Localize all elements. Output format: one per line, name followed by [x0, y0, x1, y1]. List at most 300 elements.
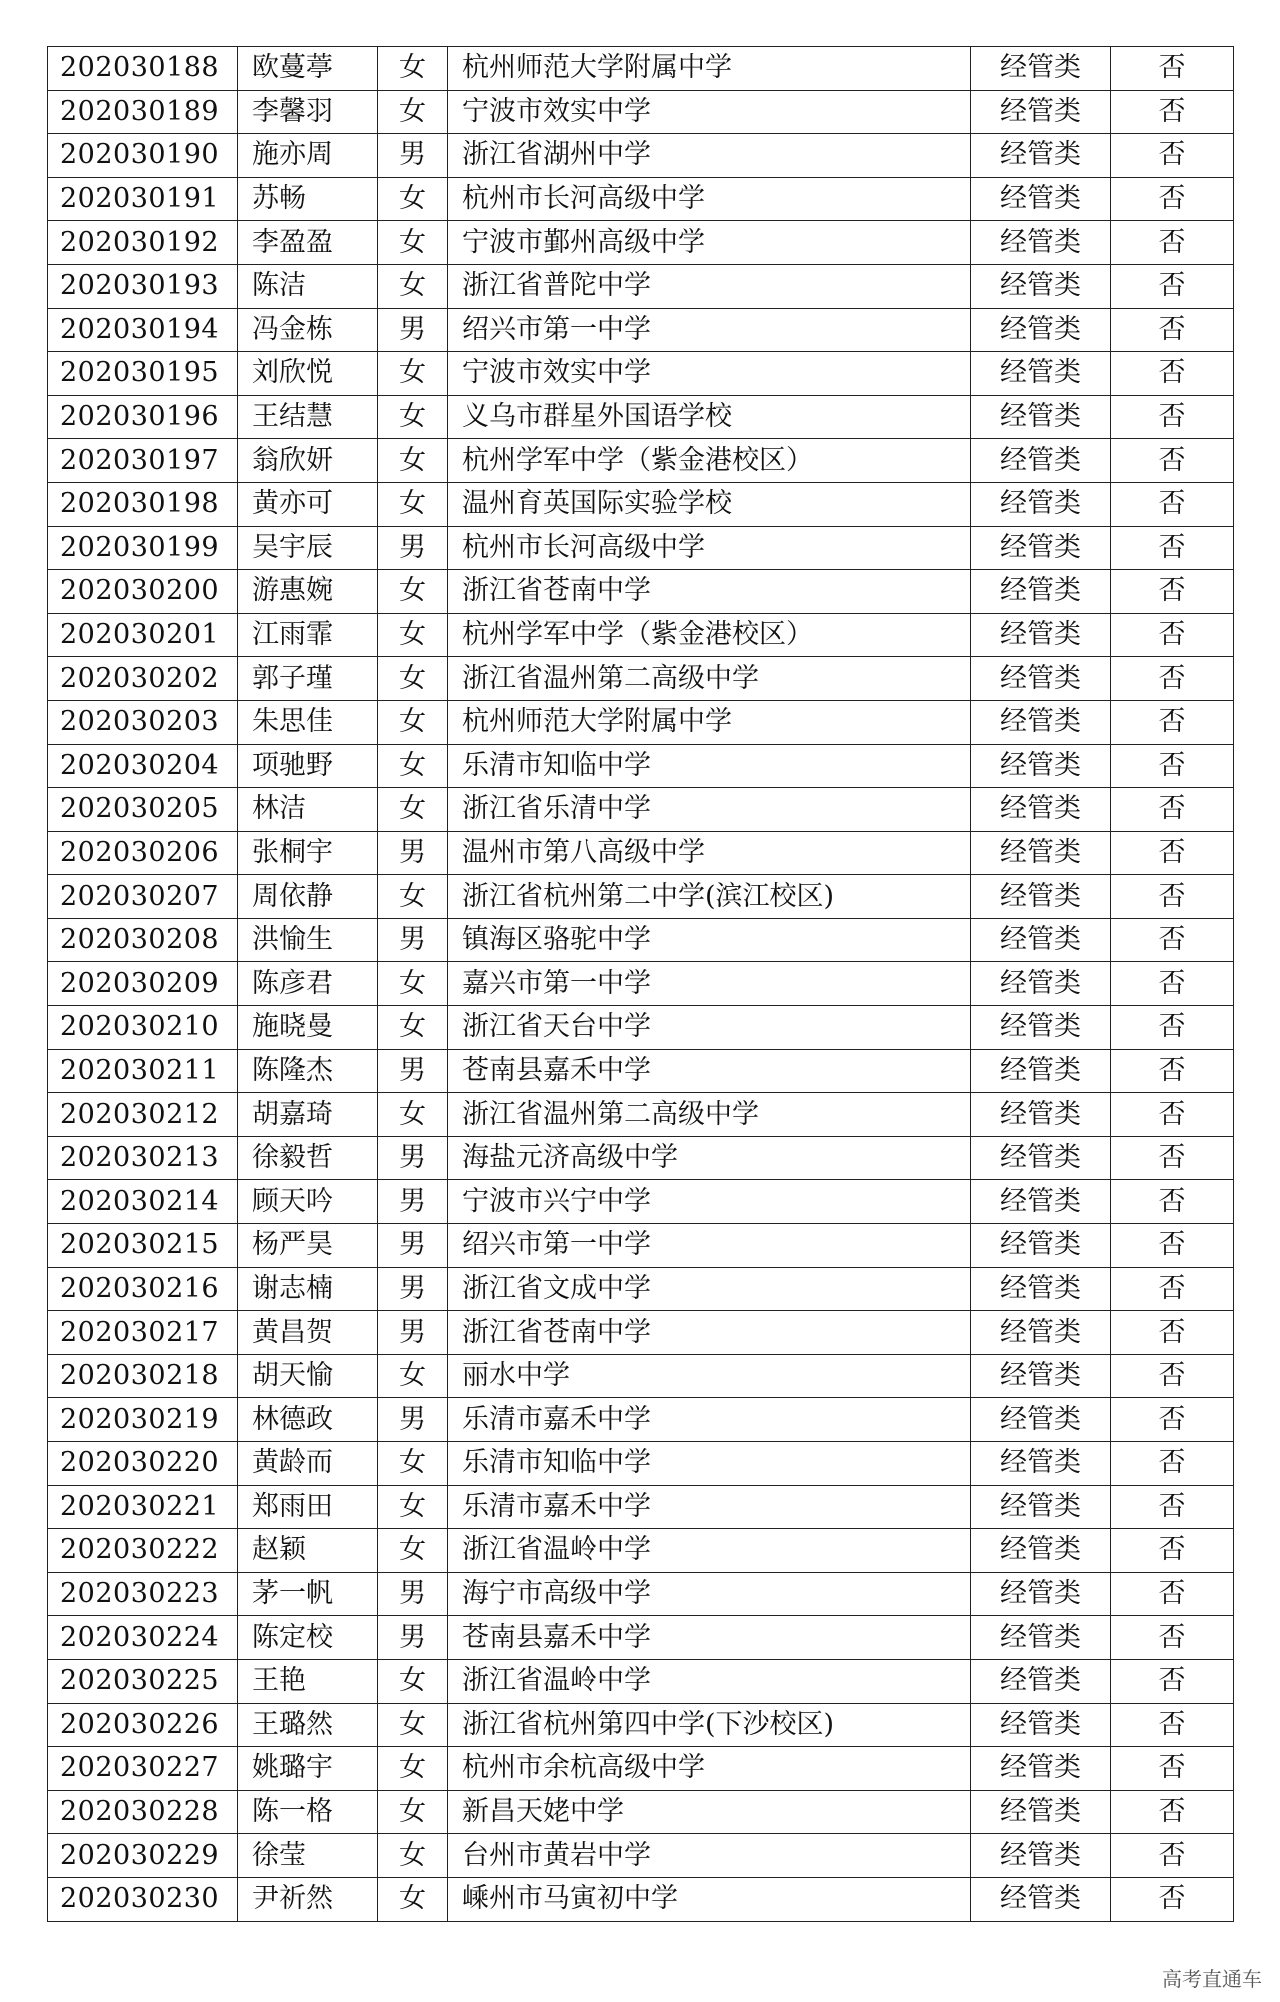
student-name-cell: 翁欣妍	[238, 439, 378, 483]
category-cell: 经管类	[971, 1442, 1111, 1486]
student-name-cell: 赵颖	[238, 1529, 378, 1573]
gender-cell: 女	[378, 1877, 448, 1921]
flag-cell: 否	[1111, 1442, 1234, 1486]
student-name-cell: 陈隆杰	[238, 1049, 378, 1093]
flag-cell: 否	[1111, 700, 1234, 744]
category-cell: 经管类	[971, 875, 1111, 919]
student-name-cell: 杨严昊	[238, 1224, 378, 1268]
table-row	[48, 352, 1234, 396]
category-cell: 经管类	[971, 1311, 1111, 1355]
table-row	[48, 177, 1234, 221]
gender-cell: 男	[378, 308, 448, 352]
school-cell: 台州市黄岩中学	[448, 1834, 971, 1878]
category-cell: 经管类	[971, 962, 1111, 1006]
table-row	[48, 1747, 1234, 1791]
category-cell: 经管类	[971, 1790, 1111, 1834]
student-id-cell: 202030200	[48, 570, 238, 614]
category-cell: 经管类	[971, 1616, 1111, 1660]
student-id-cell: 202030223	[48, 1572, 238, 1616]
school-cell: 杭州学军中学（紫金港校区）	[448, 613, 971, 657]
school-cell: 海宁市高级中学	[448, 1572, 971, 1616]
student-name-cell: 吴宇辰	[238, 526, 378, 570]
gender-cell: 女	[378, 482, 448, 526]
student-name-cell: 游惠婉	[238, 570, 378, 614]
student-id-cell: 202030212	[48, 1093, 238, 1137]
table-row	[48, 788, 1234, 832]
gender-cell: 男	[378, 1049, 448, 1093]
gender-cell: 女	[378, 221, 448, 265]
category-cell: 经管类	[971, 788, 1111, 832]
student-id-cell: 202030215	[48, 1224, 238, 1268]
student-id-cell: 202030199	[48, 526, 238, 570]
category-cell: 经管类	[971, 47, 1111, 91]
gender-cell: 女	[378, 1006, 448, 1050]
table-row	[48, 1136, 1234, 1180]
table-row	[48, 700, 1234, 744]
category-cell: 经管类	[971, 1485, 1111, 1529]
flag-cell: 否	[1111, 1747, 1234, 1791]
flag-cell: 否	[1111, 1267, 1234, 1311]
student-name-cell: 胡天愉	[238, 1354, 378, 1398]
flag-cell: 否	[1111, 264, 1234, 308]
student-id-cell: 202030197	[48, 439, 238, 483]
table-row	[48, 1834, 1234, 1878]
school-cell: 新昌天姥中学	[448, 1790, 971, 1834]
category-cell: 经管类	[971, 308, 1111, 352]
category-cell: 经管类	[971, 1747, 1111, 1791]
gender-cell: 女	[378, 700, 448, 744]
school-cell: 嘉兴市第一中学	[448, 962, 971, 1006]
school-cell: 绍兴市第一中学	[448, 1224, 971, 1268]
flag-cell: 否	[1111, 352, 1234, 396]
category-cell: 经管类	[971, 1180, 1111, 1224]
gender-cell: 男	[378, 1398, 448, 1442]
flag-cell: 否	[1111, 482, 1234, 526]
student-name-cell: 黄亦可	[238, 482, 378, 526]
flag-cell: 否	[1111, 1093, 1234, 1137]
student-name-cell: 尹祈然	[238, 1877, 378, 1921]
gender-cell: 女	[378, 177, 448, 221]
flag-cell: 否	[1111, 1572, 1234, 1616]
table-row	[48, 1529, 1234, 1573]
student-id-cell: 202030211	[48, 1049, 238, 1093]
category-cell: 经管类	[971, 221, 1111, 265]
table-row	[48, 1485, 1234, 1529]
student-name-cell: 刘欣悦	[238, 352, 378, 396]
flag-cell: 否	[1111, 1529, 1234, 1573]
student-id-cell: 202030220	[48, 1442, 238, 1486]
student-name-cell: 陈一格	[238, 1790, 378, 1834]
category-cell: 经管类	[971, 1398, 1111, 1442]
table-row	[48, 1790, 1234, 1834]
category-cell: 经管类	[971, 1093, 1111, 1137]
school-cell: 乐清市知临中学	[448, 744, 971, 788]
student-name-cell: 王结慧	[238, 395, 378, 439]
student-name-cell: 陈洁	[238, 264, 378, 308]
table-row	[48, 1877, 1234, 1921]
school-cell: 浙江省杭州第二中学(滨江校区)	[448, 875, 971, 919]
gender-cell: 女	[378, 1442, 448, 1486]
category-cell: 经管类	[971, 1659, 1111, 1703]
category-cell: 经管类	[971, 90, 1111, 134]
category-cell: 经管类	[971, 439, 1111, 483]
student-name-cell: 项驰野	[238, 744, 378, 788]
student-id-cell: 202030192	[48, 221, 238, 265]
table-row	[48, 526, 1234, 570]
school-cell: 浙江省苍南中学	[448, 1311, 971, 1355]
category-cell: 经管类	[971, 700, 1111, 744]
table-row	[48, 1006, 1234, 1050]
student-id-cell: 202030217	[48, 1311, 238, 1355]
gender-cell: 女	[378, 1093, 448, 1137]
category-cell: 经管类	[971, 1354, 1111, 1398]
gender-cell: 女	[378, 657, 448, 701]
student-id-cell: 202030228	[48, 1790, 238, 1834]
category-cell: 经管类	[971, 570, 1111, 614]
table-body	[48, 47, 1234, 1922]
student-id-cell: 202030216	[48, 1267, 238, 1311]
school-cell: 宁波市鄞州高级中学	[448, 221, 971, 265]
flag-cell: 否	[1111, 1790, 1234, 1834]
student-id-cell: 202030225	[48, 1659, 238, 1703]
flag-cell: 否	[1111, 1398, 1234, 1442]
school-cell: 浙江省杭州第四中学(下沙校区)	[448, 1703, 971, 1747]
student-id-cell: 202030188	[48, 47, 238, 91]
student-name-cell: 黄昌贺	[238, 1311, 378, 1355]
school-cell: 浙江省天台中学	[448, 1006, 971, 1050]
category-cell: 经管类	[971, 1529, 1111, 1573]
student-name-cell: 苏畅	[238, 177, 378, 221]
school-cell: 杭州学军中学（紫金港校区）	[448, 439, 971, 483]
student-name-cell: 林洁	[238, 788, 378, 832]
student-name-cell: 洪愉生	[238, 918, 378, 962]
category-cell: 经管类	[971, 352, 1111, 396]
flag-cell: 否	[1111, 875, 1234, 919]
admission-list-table	[47, 46, 1234, 1922]
student-id-cell: 202030222	[48, 1529, 238, 1573]
category-cell: 经管类	[971, 395, 1111, 439]
flag-cell: 否	[1111, 308, 1234, 352]
school-cell: 镇海区骆驼中学	[448, 918, 971, 962]
category-cell: 经管类	[971, 613, 1111, 657]
school-cell: 嵊州市马寅初中学	[448, 1877, 971, 1921]
table-row	[48, 1049, 1234, 1093]
category-cell: 经管类	[971, 1049, 1111, 1093]
category-cell: 经管类	[971, 177, 1111, 221]
table-row	[48, 439, 1234, 483]
school-cell: 乐清市嘉禾中学	[448, 1398, 971, 1442]
gender-cell: 女	[378, 570, 448, 614]
category-cell: 经管类	[971, 264, 1111, 308]
category-cell: 经管类	[971, 1877, 1111, 1921]
gender-cell: 男	[378, 1267, 448, 1311]
table-row	[48, 1572, 1234, 1616]
student-name-cell: 顾天吟	[238, 1180, 378, 1224]
gender-cell: 女	[378, 1659, 448, 1703]
student-id-cell: 202030218	[48, 1354, 238, 1398]
flag-cell: 否	[1111, 831, 1234, 875]
flag-cell: 否	[1111, 744, 1234, 788]
table-row	[48, 831, 1234, 875]
gender-cell: 女	[378, 1529, 448, 1573]
school-cell: 杭州市余杭高级中学	[448, 1747, 971, 1791]
gender-cell: 女	[378, 1703, 448, 1747]
gender-cell: 女	[378, 1354, 448, 1398]
table-row	[48, 1093, 1234, 1137]
school-cell: 杭州师范大学附属中学	[448, 47, 971, 91]
table-row	[48, 962, 1234, 1006]
flag-cell: 否	[1111, 47, 1234, 91]
category-cell: 经管类	[971, 1572, 1111, 1616]
flag-cell: 否	[1111, 526, 1234, 570]
flag-cell: 否	[1111, 570, 1234, 614]
table-row	[48, 47, 1234, 91]
student-id-cell: 202030206	[48, 831, 238, 875]
student-name-cell: 施晓曼	[238, 1006, 378, 1050]
table-row	[48, 1616, 1234, 1660]
flag-cell: 否	[1111, 962, 1234, 1006]
school-cell: 宁波市效实中学	[448, 90, 971, 134]
student-name-cell: 陈彦君	[238, 962, 378, 1006]
flag-cell: 否	[1111, 439, 1234, 483]
student-name-cell: 徐莹	[238, 1834, 378, 1878]
flag-cell: 否	[1111, 1049, 1234, 1093]
student-id-cell: 202030189	[48, 90, 238, 134]
school-cell: 温州市第八高级中学	[448, 831, 971, 875]
student-name-cell: 谢志楠	[238, 1267, 378, 1311]
watermark-text: 高考直通车	[1162, 1967, 1262, 1991]
flag-cell: 否	[1111, 90, 1234, 134]
gender-cell: 男	[378, 1311, 448, 1355]
category-cell: 经管类	[971, 744, 1111, 788]
school-cell: 浙江省温州第二高级中学	[448, 657, 971, 701]
category-cell: 经管类	[971, 1224, 1111, 1268]
student-id-cell: 202030219	[48, 1398, 238, 1442]
flag-cell: 否	[1111, 1703, 1234, 1747]
gender-cell: 女	[378, 1747, 448, 1791]
school-cell: 绍兴市第一中学	[448, 308, 971, 352]
school-cell: 浙江省湖州中学	[448, 134, 971, 178]
flag-cell: 否	[1111, 1877, 1234, 1921]
table-row	[48, 744, 1234, 788]
gender-cell: 男	[378, 918, 448, 962]
school-cell: 杭州师范大学附属中学	[448, 700, 971, 744]
category-cell: 经管类	[971, 526, 1111, 570]
gender-cell: 男	[378, 1224, 448, 1268]
table-row	[48, 1398, 1234, 1442]
student-id-cell: 202030198	[48, 482, 238, 526]
category-cell: 经管类	[971, 831, 1111, 875]
flag-cell: 否	[1111, 788, 1234, 832]
student-id-cell: 202030204	[48, 744, 238, 788]
table-row	[48, 570, 1234, 614]
student-name-cell: 李盈盈	[238, 221, 378, 265]
category-cell: 经管类	[971, 1267, 1111, 1311]
table-row	[48, 395, 1234, 439]
student-name-cell: 冯金栋	[238, 308, 378, 352]
gender-cell: 女	[378, 395, 448, 439]
flag-cell: 否	[1111, 1354, 1234, 1398]
gender-cell: 女	[378, 352, 448, 396]
flag-cell: 否	[1111, 1485, 1234, 1529]
table-row	[48, 918, 1234, 962]
student-name-cell: 李馨羽	[238, 90, 378, 134]
school-cell: 浙江省温岭中学	[448, 1659, 971, 1703]
gender-cell: 女	[378, 613, 448, 657]
table-row	[48, 1180, 1234, 1224]
school-cell: 乐清市嘉禾中学	[448, 1485, 971, 1529]
table-row	[48, 264, 1234, 308]
category-cell: 经管类	[971, 134, 1111, 178]
student-name-cell: 徐毅哲	[238, 1136, 378, 1180]
gender-cell: 男	[378, 1616, 448, 1660]
student-id-cell: 202030210	[48, 1006, 238, 1050]
flag-cell: 否	[1111, 177, 1234, 221]
school-cell: 宁波市兴宁中学	[448, 1180, 971, 1224]
flag-cell: 否	[1111, 134, 1234, 178]
gender-cell: 男	[378, 134, 448, 178]
table-row	[48, 134, 1234, 178]
school-cell: 杭州市长河高级中学	[448, 177, 971, 221]
student-id-cell: 202030196	[48, 395, 238, 439]
gender-cell: 男	[378, 831, 448, 875]
school-cell: 浙江省苍南中学	[448, 570, 971, 614]
flag-cell: 否	[1111, 221, 1234, 265]
category-cell: 经管类	[971, 1703, 1111, 1747]
school-cell: 苍南县嘉禾中学	[448, 1049, 971, 1093]
gender-cell: 女	[378, 90, 448, 134]
gender-cell: 男	[378, 1136, 448, 1180]
gender-cell: 女	[378, 439, 448, 483]
school-cell: 浙江省温岭中学	[448, 1529, 971, 1573]
gender-cell: 女	[378, 1485, 448, 1529]
gender-cell: 女	[378, 1834, 448, 1878]
category-cell: 经管类	[971, 482, 1111, 526]
student-id-cell: 202030201	[48, 613, 238, 657]
gender-cell: 女	[378, 264, 448, 308]
student-name-cell: 姚璐宇	[238, 1747, 378, 1791]
student-name-cell: 郭子瑾	[238, 657, 378, 701]
student-name-cell: 胡嘉琦	[238, 1093, 378, 1137]
student-id-cell: 202030202	[48, 657, 238, 701]
table-row	[48, 1311, 1234, 1355]
student-id-cell: 202030208	[48, 918, 238, 962]
student-id-cell: 202030193	[48, 264, 238, 308]
gender-cell: 男	[378, 1180, 448, 1224]
gender-cell: 女	[378, 788, 448, 832]
flag-cell: 否	[1111, 657, 1234, 701]
student-name-cell: 郑雨田	[238, 1485, 378, 1529]
student-id-cell: 202030230	[48, 1877, 238, 1921]
flag-cell: 否	[1111, 1659, 1234, 1703]
table-row	[48, 482, 1234, 526]
school-cell: 浙江省温州第二高级中学	[448, 1093, 971, 1137]
school-cell: 海盐元济高级中学	[448, 1136, 971, 1180]
student-name-cell: 陈定校	[238, 1616, 378, 1660]
flag-cell: 否	[1111, 918, 1234, 962]
student-name-cell: 茅一帆	[238, 1572, 378, 1616]
gender-cell: 女	[378, 875, 448, 919]
student-id-cell: 202030203	[48, 700, 238, 744]
flag-cell: 否	[1111, 613, 1234, 657]
student-name-cell: 黄龄而	[238, 1442, 378, 1486]
student-id-cell: 202030214	[48, 1180, 238, 1224]
student-id-cell: 202030227	[48, 1747, 238, 1791]
school-cell: 浙江省乐清中学	[448, 788, 971, 832]
student-name-cell: 江雨霏	[238, 613, 378, 657]
flag-cell: 否	[1111, 1180, 1234, 1224]
student-name-cell: 王璐然	[238, 1703, 378, 1747]
school-cell: 义乌市群星外国语学校	[448, 395, 971, 439]
school-cell: 杭州市长河高级中学	[448, 526, 971, 570]
flag-cell: 否	[1111, 1616, 1234, 1660]
student-name-cell: 林德政	[238, 1398, 378, 1442]
student-name-cell: 张桐宇	[238, 831, 378, 875]
table-row	[48, 221, 1234, 265]
student-name-cell: 欧蔓葶	[238, 47, 378, 91]
school-cell: 浙江省普陀中学	[448, 264, 971, 308]
student-id-cell: 202030195	[48, 352, 238, 396]
gender-cell: 女	[378, 1790, 448, 1834]
category-cell: 经管类	[971, 1834, 1111, 1878]
student-id-cell: 202030213	[48, 1136, 238, 1180]
category-cell: 经管类	[971, 1006, 1111, 1050]
table-row	[48, 1354, 1234, 1398]
flag-cell: 否	[1111, 1311, 1234, 1355]
gender-cell: 女	[378, 744, 448, 788]
student-id-cell: 202030205	[48, 788, 238, 832]
school-cell: 温州育英国际实验学校	[448, 482, 971, 526]
category-cell: 经管类	[971, 918, 1111, 962]
table-row	[48, 1224, 1234, 1268]
table-row	[48, 657, 1234, 701]
student-name-cell: 施亦周	[238, 134, 378, 178]
table-row	[48, 1442, 1234, 1486]
student-id-cell: 202030226	[48, 1703, 238, 1747]
table-row	[48, 613, 1234, 657]
table-row	[48, 90, 1234, 134]
student-id-cell: 202030229	[48, 1834, 238, 1878]
flag-cell: 否	[1111, 1834, 1234, 1878]
category-cell: 经管类	[971, 657, 1111, 701]
student-id-cell: 202030221	[48, 1485, 238, 1529]
student-name-cell: 周依静	[238, 875, 378, 919]
student-id-cell: 202030190	[48, 134, 238, 178]
student-id-cell: 202030191	[48, 177, 238, 221]
student-id-cell: 202030207	[48, 875, 238, 919]
gender-cell: 男	[378, 1572, 448, 1616]
table-row	[48, 308, 1234, 352]
school-cell: 乐清市知临中学	[448, 1442, 971, 1486]
student-id-cell: 202030224	[48, 1616, 238, 1660]
school-cell: 苍南县嘉禾中学	[448, 1616, 971, 1660]
flag-cell: 否	[1111, 395, 1234, 439]
table-row	[48, 1267, 1234, 1311]
student-id-cell: 202030194	[48, 308, 238, 352]
student-name-cell: 王艳	[238, 1659, 378, 1703]
school-cell: 浙江省文成中学	[448, 1267, 971, 1311]
flag-cell: 否	[1111, 1006, 1234, 1050]
category-cell: 经管类	[971, 1136, 1111, 1180]
flag-cell: 否	[1111, 1224, 1234, 1268]
gender-cell: 女	[378, 47, 448, 91]
flag-cell: 否	[1111, 1136, 1234, 1180]
table-row	[48, 875, 1234, 919]
school-cell: 宁波市效实中学	[448, 352, 971, 396]
gender-cell: 男	[378, 526, 448, 570]
student-name-cell: 朱思佳	[238, 700, 378, 744]
table-row	[48, 1659, 1234, 1703]
